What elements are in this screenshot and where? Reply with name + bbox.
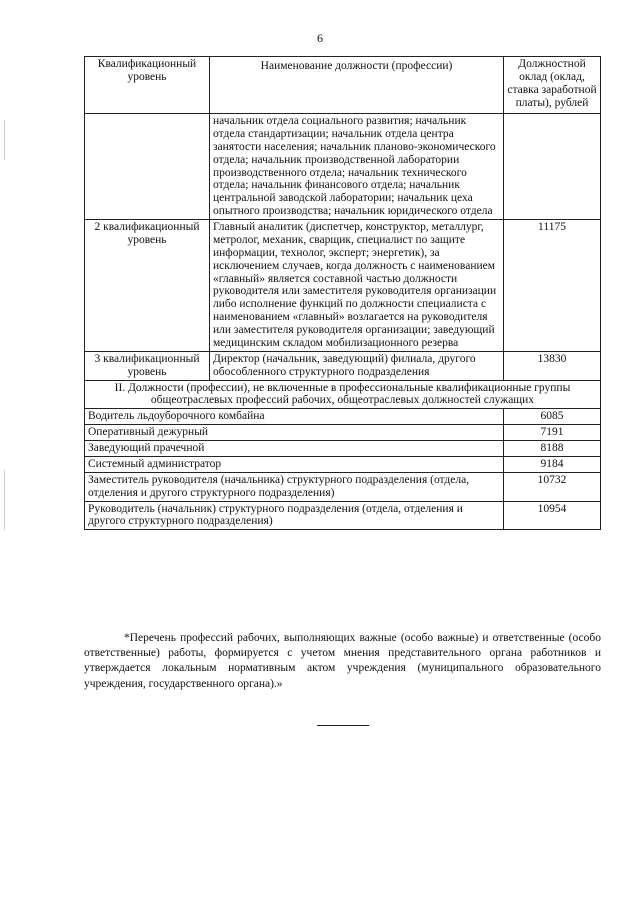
level-cell-empty <box>85 114 210 220</box>
other-position-salary: 7191 <box>504 425 601 441</box>
table-row <box>85 425 601 441</box>
table-row <box>85 220 601 352</box>
header-level: Квалификационный уровень <box>85 57 210 114</box>
other-position-salary: 10732 <box>504 472 601 501</box>
table-header-row <box>85 57 601 114</box>
table-row <box>85 409 601 425</box>
footnote-text: *Перечень профессий рабочих, выполняющих важные (особо важные) и ответственные (особо ответственные) работы, формируется с учетом мнения представительного органа работников и утверждается локальным нормативным актом учреждения (муниципального образовательного учреждения, государственного органа).» <box>84 632 601 690</box>
section-title: II. Должности (профессии), не включенные в профессиональные квалификационные группы общеотраслевых профессий рабочих, общеотраслевых должностей служащих <box>85 380 601 409</box>
table-row <box>85 351 601 380</box>
other-position-name: Руководитель (начальник) структурного подразделения (отдела, отделения и другого структурного подразделения) <box>85 501 504 530</box>
other-position-salary: 9184 <box>504 456 601 472</box>
end-divider <box>317 725 369 726</box>
other-position-salary: 6085 <box>504 409 601 425</box>
table-row <box>85 441 601 457</box>
level-3-positions: Директор (начальник, заведующий) филиала, другого обособленного структурного подразделения <box>210 351 504 380</box>
continuation-positions: начальник отдела социального развития; начальник отдела стандартизации; начальник отдела центра занятости населения; начальник планово-экономического отдела; начальник производственной лаборатории производственного отдела; начальник технического отдела; начальник финансового отдела; начальник центральной заводской лаборатории; начальник цеха опытного производства; начальник юридического отдела <box>210 114 504 220</box>
level-2-positions: Главный аналитик (диспетчер, конструктор, металлург, метролог, механик, сварщик, специалист по защите информации, технолог, эксперт; энергетик), за исключением случаев, когда должность с наименованием «главный» является составной частью должности руководителя или заместителя руководителя организации либо исполнение функций по должности специалиста с наименованием «главный» возлагается на руководителя или заместителя руководителя организации; заведующий медицинским складом мобилизационного резерва <box>210 220 504 352</box>
level-3-label: 3 квалификационный уровень <box>85 351 210 380</box>
salary-table <box>84 56 601 530</box>
table-row <box>85 472 601 501</box>
level-3-salary: 13830 <box>504 351 601 380</box>
other-position-name: Заведующий прачечной <box>85 441 504 457</box>
level-2-salary: 11175 <box>504 220 601 352</box>
table-row <box>85 114 601 220</box>
page-number: 6 <box>317 31 323 45</box>
footnote <box>84 631 601 692</box>
section-row <box>85 380 601 409</box>
scan-margin-mark <box>4 470 5 530</box>
header-position: Наименование должности (профессии) <box>210 57 504 114</box>
header-salary: Должностной оклад (оклад, ставка заработной платы), рублей <box>504 57 601 114</box>
scan-margin-mark <box>4 120 5 160</box>
other-position-name: Водитель льдоуборочного комбайна <box>85 409 504 425</box>
other-position-salary: 8188 <box>504 441 601 457</box>
table-row <box>85 456 601 472</box>
salary-cell-empty <box>504 114 601 220</box>
other-position-name: Оперативный дежурный <box>85 425 504 441</box>
other-position-salary: 10954 <box>504 501 601 530</box>
table-row <box>85 501 601 530</box>
other-position-name: Системный администратор <box>85 456 504 472</box>
other-position-name: Заместитель руководителя (начальника) структурного подразделения (отдела, отделения и другого структурного подразделения) <box>85 472 504 501</box>
level-2-label: 2 квалификационный уровень <box>85 220 210 352</box>
